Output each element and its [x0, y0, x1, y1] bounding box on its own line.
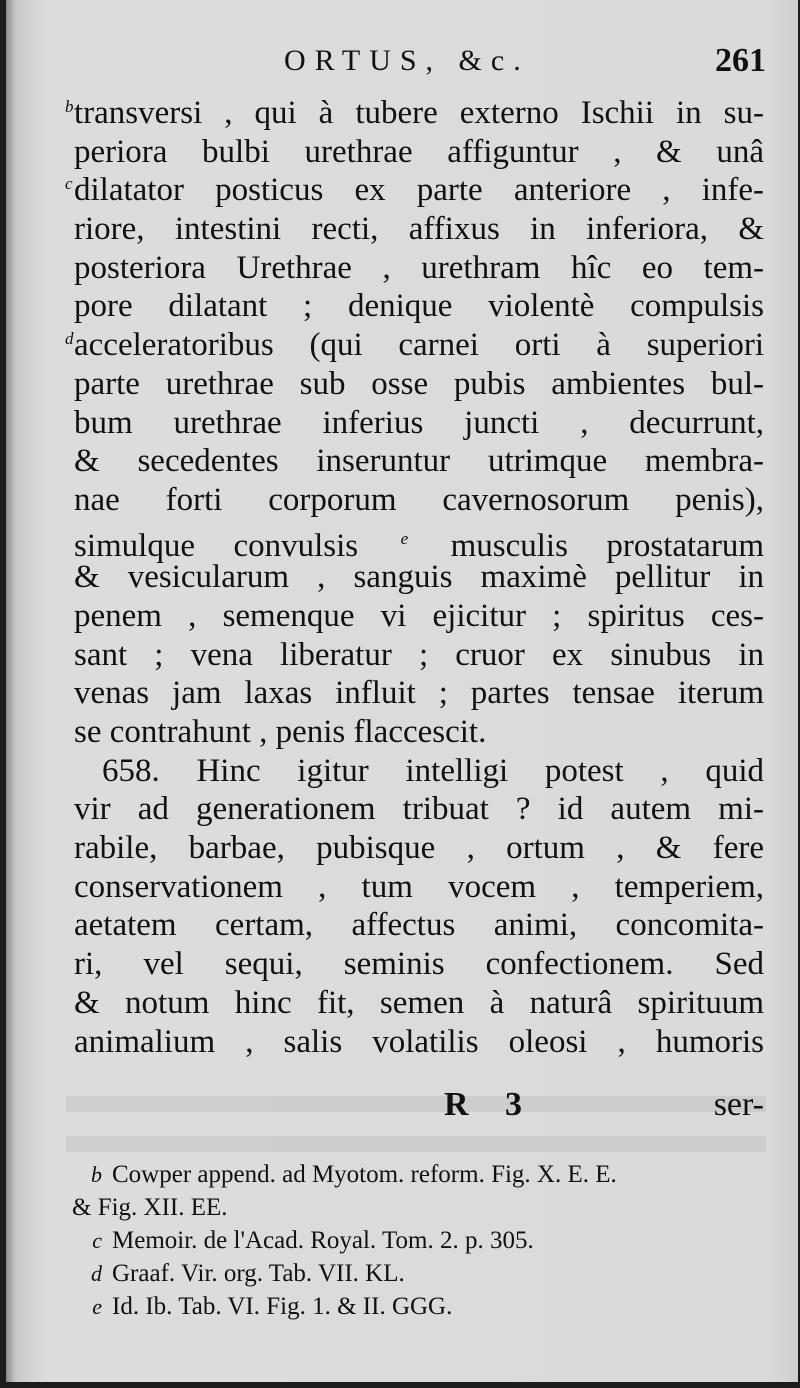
footnote-mark: e [400, 528, 409, 548]
text-line-content: periora bulbi urethrae affiguntur , & unâ [74, 133, 764, 170]
show-through-text [66, 1136, 766, 1152]
text-line [65, 171, 764, 210]
text-line-content: bum urethrae inferius juncti , decurrunt, [74, 404, 764, 441]
text-line [74, 790, 764, 829]
catchline [74, 1086, 764, 1128]
text-line [74, 1023, 764, 1062]
text-line-content: venas jam laxas influit ; partes tensae iterum [74, 675, 764, 712]
text-line [74, 597, 764, 636]
footnote-text: Cowper append. ad Myotom. reform. Fig. X. E. E. [112, 1161, 617, 1188]
text-line [74, 210, 764, 249]
signature-mark: R 3 [444, 1086, 537, 1123]
footnote-text: Memoir. de l'Acad. Royal. Tom. 2. p. 305. [112, 1227, 534, 1254]
text-line [74, 945, 764, 984]
catchword: ser- [713, 1086, 764, 1123]
text-line-content: simulque convulsis [74, 527, 359, 564]
text-line-content: posteriora Urethrae , urethram hîc eo tem- [74, 249, 764, 286]
text-line-content: ri, vel sequi, seminis confectionem. Sed [74, 946, 764, 983]
running-title: ORTUS, &c. [284, 44, 530, 77]
text-line-content: parte urethrae sub osse pubis ambientes bul- [74, 365, 764, 402]
main-text [65, 94, 764, 1061]
text-line-content: pore dilatant ; denique violentè compulsis [74, 288, 764, 325]
margin-mark: d [65, 329, 74, 349]
text-line [74, 829, 764, 868]
footnote-mark: b [91, 1162, 102, 1187]
footnote-text: & Fig. XII. EE. [72, 1194, 228, 1221]
text-line [74, 520, 764, 564]
footnote [72, 1191, 772, 1224]
text-line-content: rabile, barbae, pubisque , ortum , & fere [74, 830, 764, 867]
text-line [74, 442, 764, 481]
text-line-content: aetatem certam, affectus animi, concomita- [74, 907, 764, 944]
text-line [74, 249, 764, 288]
footnotes [72, 1158, 772, 1323]
text-line-content: se contrahunt , penis flaccescit. [74, 714, 487, 750]
text-line-content: & secedentes inseruntur utrimque membra- [74, 443, 764, 480]
text-line-content: sant ; vena liberatur ; cruor ex sinubus in [74, 636, 764, 673]
text-line-content: riore, intestini recti, affixus in inferiora, & [74, 211, 764, 248]
text-line [74, 133, 764, 172]
footnote-mark: e [92, 1294, 102, 1319]
text-line-content: transversi , qui à tubere externo Ischii in su- [74, 95, 764, 131]
text-line-content: dilatator posticus ex parte anteriore , infe- [74, 172, 764, 209]
footnote [72, 1158, 772, 1191]
text-line [74, 868, 764, 907]
text-line [74, 636, 764, 675]
text-line-content: conservationem , tum vocem , temperiem, [74, 868, 764, 905]
text-line [74, 558, 764, 597]
text-line [74, 984, 764, 1023]
paragraph-start-line [74, 752, 764, 791]
text-line [74, 287, 764, 326]
text-line [74, 365, 764, 404]
footnote [72, 1257, 772, 1290]
text-line [74, 906, 764, 945]
text-line-content: vir ad generationem tribuat ? id autem mi- [74, 791, 764, 828]
text-line-content: animalium , salis volatilis oleosi , humoris [74, 1023, 764, 1060]
text-line-content: penem , semenque vi ejicitur ; spiritus ces- [74, 597, 764, 634]
text-line [74, 674, 764, 713]
footnote [72, 1290, 772, 1323]
footnote [72, 1224, 772, 1257]
footnote-text: Id. Ib. Tab. VI. Fig. 1. & II. GGG. [112, 1293, 453, 1320]
text-line-content: acceleratoribus (qui carnei orti à superiori [74, 327, 764, 364]
page-number: 261 [715, 42, 766, 79]
text-line [74, 404, 764, 443]
footnote-mark: c [92, 1228, 102, 1253]
text-line-content: musculis prostatarum [450, 527, 764, 564]
text-line-content: & vesicularum , sanguis maximè pellitur in [74, 559, 764, 596]
text-line [74, 713, 764, 752]
text-line-content: 658. Hinc igitur intelligi potest , quid [102, 752, 764, 789]
text-line [65, 326, 764, 365]
margin-mark: c [65, 174, 73, 194]
page-header [6, 44, 798, 84]
margin-mark: b [65, 97, 74, 116]
text-line [74, 481, 764, 520]
book-page [6, 0, 798, 1382]
footnote-mark: d [91, 1261, 102, 1286]
text-line-content: nae forti corporum cavernosorum penis), [74, 481, 764, 518]
text-line [65, 94, 764, 133]
text-line-content: & notum hinc fit, semen à naturâ spirituum [74, 984, 764, 1021]
footnote-text: Graaf. Vir. org. Tab. VII. KL. [112, 1260, 405, 1287]
